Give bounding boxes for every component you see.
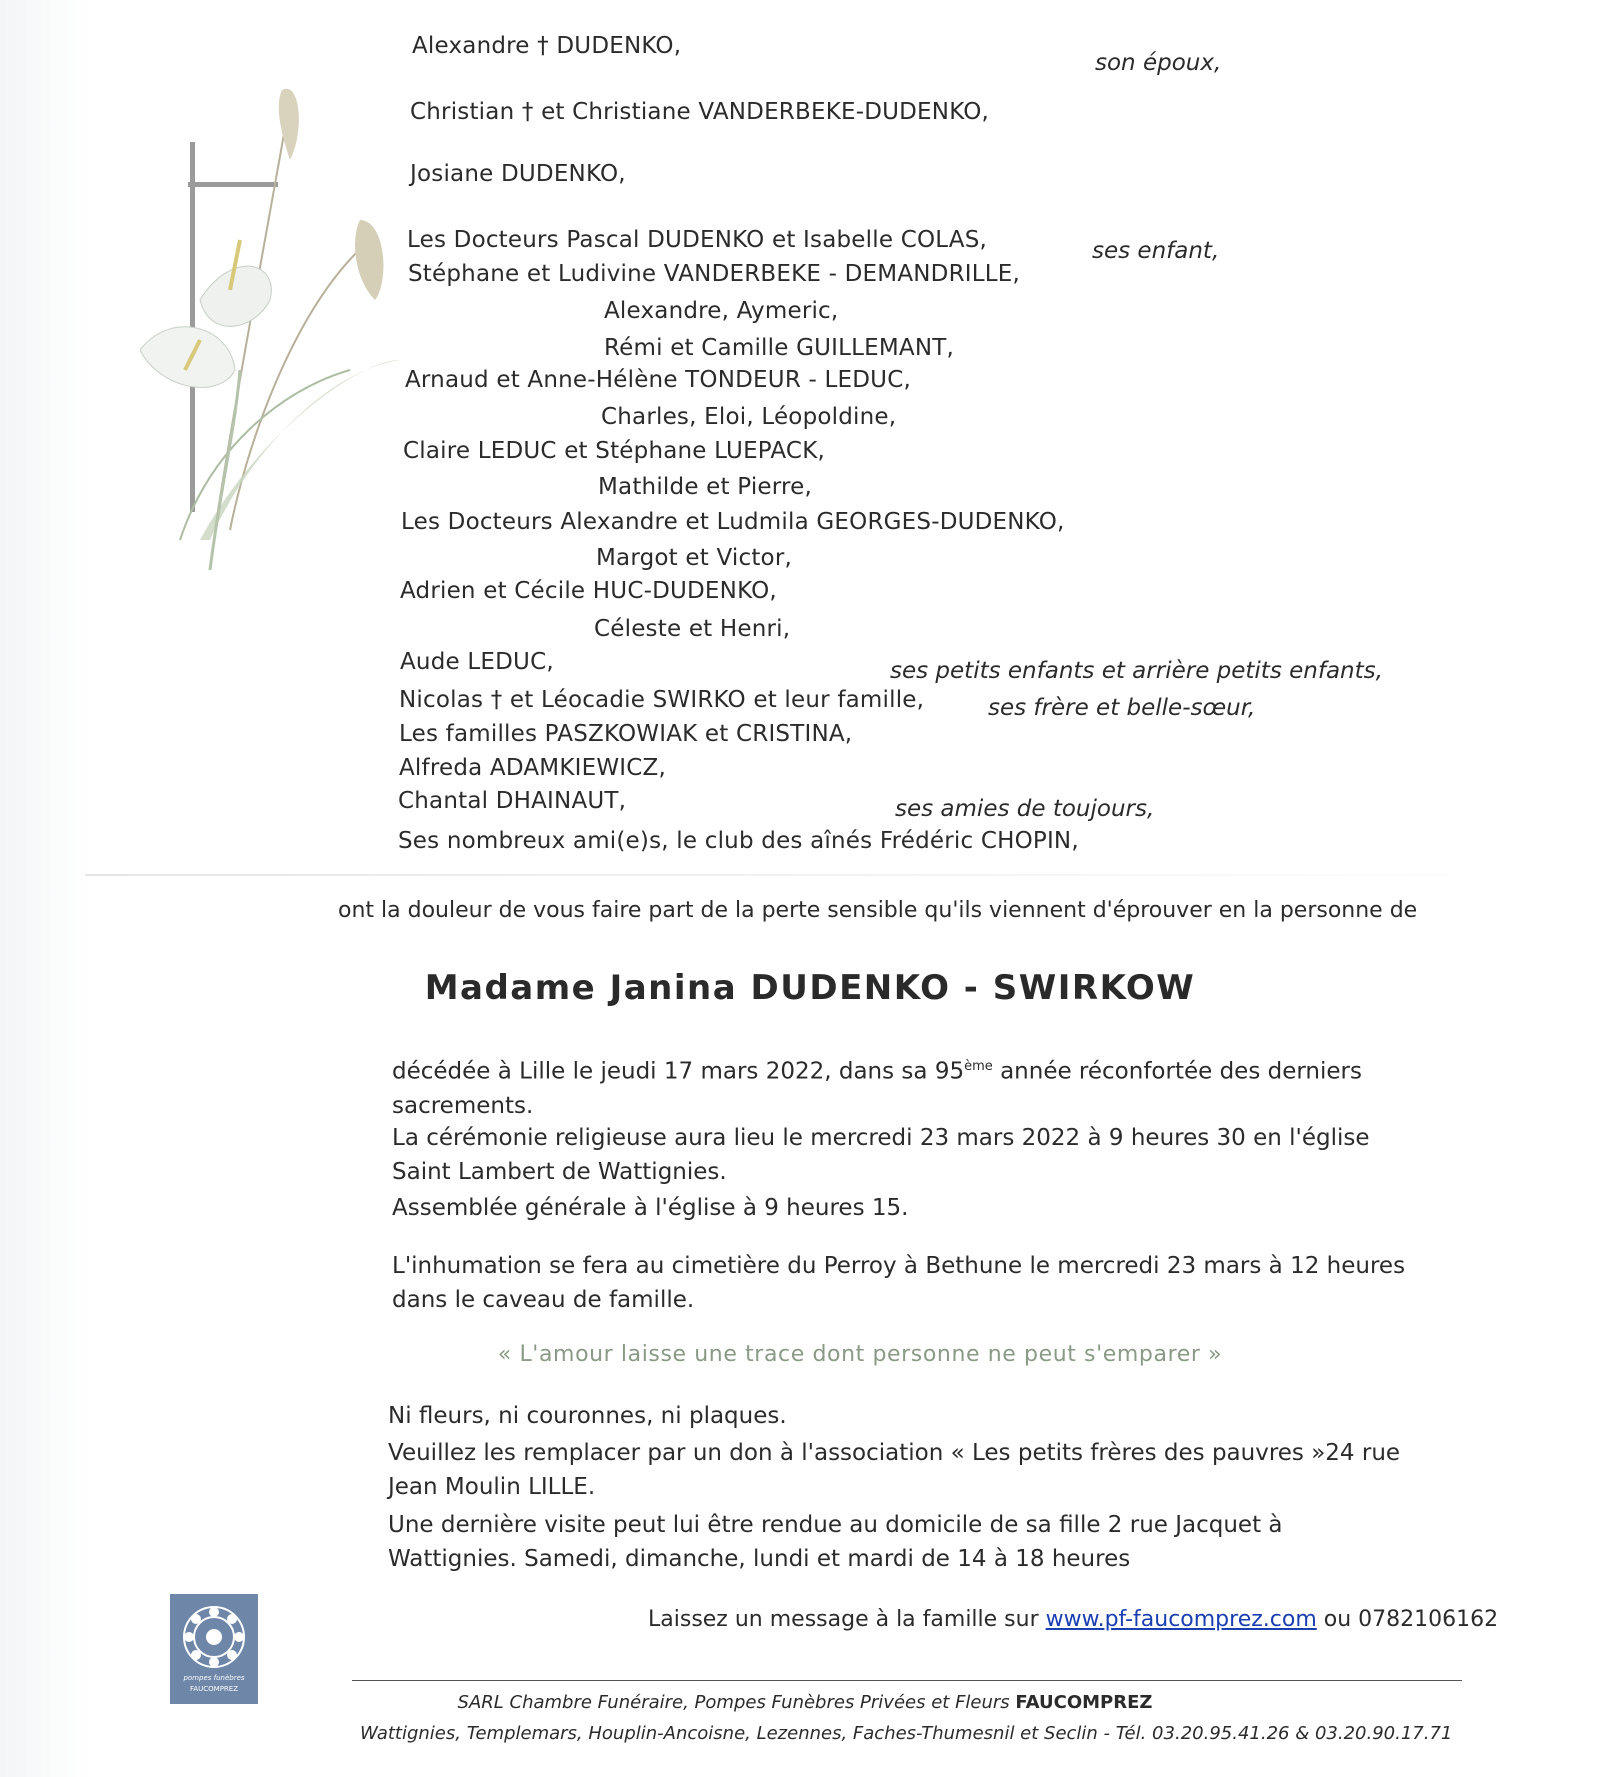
family-line: Alfreda ADAMKIEWICZ,	[399, 755, 666, 781]
donation-info: Veuillez les remplacer par un don à l'association « Les petits frères des pauvres »24 rue Jean Moulin LILLE.	[388, 1440, 1401, 1500]
family-line: Adrien et Cécile HUC-DUDENKO,	[400, 578, 777, 604]
death-notice-text: décédée à Lille le jeudi 17 mars 2022, dans sa 95	[392, 1058, 965, 1085]
death-notice-text-end: année réconfortée des derniers sacrements.	[392, 1058, 1362, 1119]
family-line: Alexandre, Aymeric,	[604, 298, 839, 324]
footer-rule	[352, 1680, 1462, 1681]
family-line: Ses nombreux ami(e)s, le club des aînés Frédéric CHOPIN,	[398, 828, 1079, 854]
footer-company	[0, 1692, 1600, 1713]
visit-info: Une dernière visite peut lui être rendue au domicile de sa fille 2 rue Jacquet à Wattignies. Samedi, dimanche, lundi et mardi de 14 à 18 heures	[388, 1512, 1283, 1572]
assembly-info: Assemblée générale à l'église à 9 heures 15.	[392, 1195, 909, 1221]
family-line: Claire LEDUC et Stéphane LUEPACK,	[403, 438, 825, 464]
logo-text-line1: pompes funèbres	[183, 1674, 245, 1682]
deceased-name: Madame Janina DUDENKO - SWIRKOW	[424, 968, 1196, 1008]
family-line: Rémi et Camille GUILLEMANT,	[604, 335, 955, 361]
website-link[interactable]: www.pf-faucomprez.com	[1045, 1607, 1317, 1632]
memorial-quote: « L'amour laisse une trace dont personne ne peut s'emparer »	[497, 1342, 1223, 1367]
role-siblings: ses frère et belle-sœur,	[988, 695, 1256, 721]
fold-divider	[85, 874, 1535, 876]
footer-brand: FAUCOMPREZ	[1015, 1692, 1153, 1713]
cross-lily-illustration	[140, 70, 400, 590]
family-line: Charles, Eloi, Léopoldine,	[601, 404, 897, 430]
burial-info: L'inhumation se fera au cimetière du Perroy à Bethune le mercredi 23 mars à 12 heures dans le caveau de famille.	[392, 1253, 1406, 1313]
role-friends: ses amies de toujours,	[895, 796, 1155, 822]
family-line: Les familles PASZKOWIAK et CRISTINA,	[399, 721, 853, 747]
rosette-icon	[179, 1602, 249, 1672]
ceremony-info: La cérémonie religieuse aura lieu le mercredi 23 mars 2022 à 9 heures 30 en l'église Saint Lambert de Wattignies.	[392, 1125, 1370, 1185]
phone-text: ou 0782106162	[1316, 1607, 1499, 1632]
footer-company-text: SARL Chambre Funéraire, Pompes Funèbres Privées et Fleurs	[457, 1692, 1016, 1713]
role-children: ses enfant,	[1092, 238, 1220, 264]
family-line: Margot et Victor,	[596, 545, 792, 571]
family-line: Aude LEDUC,	[400, 649, 554, 675]
family-line: Nicolas † et Léocadie SWIRKO et leur famille,	[399, 687, 925, 713]
message-text: Laissez un message à la famille sur	[648, 1607, 1046, 1632]
family-line: Mathilde et Pierre,	[598, 474, 813, 500]
family-line: Christian † et Christiane VANDERBEKE-DUDENKO,	[410, 99, 990, 125]
family-line: Josiane DUDENKO,	[410, 161, 626, 187]
role-spouse: son époux,	[1095, 50, 1222, 76]
message-line	[648, 1607, 1498, 1632]
family-line: Les Docteurs Alexandre et Ludmila GEORGES-DUDENKO,	[401, 509, 1065, 535]
death-notice	[392, 1050, 1412, 1123]
family-line: Arnaud et Anne-Hélène TONDEUR - LEDUC,	[405, 367, 911, 393]
cross-horizontal	[188, 182, 278, 187]
family-line: Céleste et Henri,	[594, 616, 791, 642]
page-shade	[0, 0, 90, 1777]
faucomprez-logo	[170, 1594, 258, 1704]
logo-text-line2: FAUCOMPREZ	[189, 1685, 239, 1693]
no-flowers-note: Ni fleurs, ni couronnes, ni plaques.	[388, 1403, 787, 1429]
family-line: Stéphane et Ludivine VANDERBEKE - DEMANDRILLE,	[408, 261, 1021, 287]
family-line: Alexandre † DUDENKO,	[412, 33, 682, 59]
family-line: Chantal DHAINAUT,	[398, 788, 627, 814]
announcement-intro: ont la douleur de vous faire part de la perte sensible qu'ils viennent d'éprouver en la personne de	[338, 898, 1418, 923]
footer-locations: Wattignies, Templemars, Houplin-Ancoisne, Lezennes, Faches-Thumesnil et Seclin - Tél. 03.20.95.41.26 & 03.20.90.17.71	[360, 1723, 1453, 1744]
ordinal-suffix: ème	[964, 1059, 993, 1074]
role-grandchildren: ses petits enfants et arrière petits enfants,	[890, 658, 1383, 684]
family-line: Les Docteurs Pascal DUDENKO et Isabelle COLAS,	[407, 227, 988, 253]
